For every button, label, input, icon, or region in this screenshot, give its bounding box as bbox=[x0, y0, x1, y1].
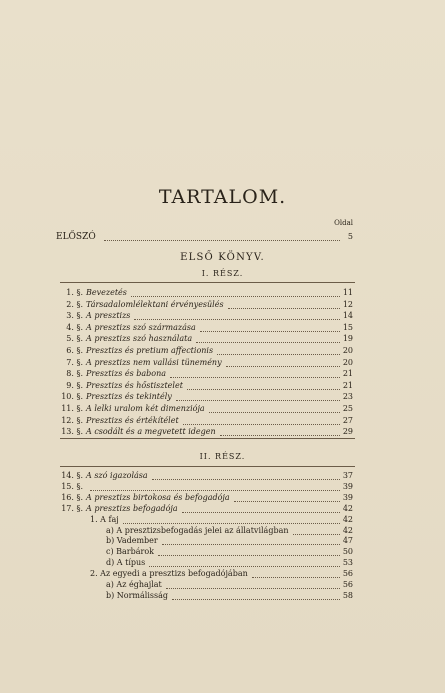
toc-page-number: 42 bbox=[342, 503, 353, 513]
toc-page-number: 21 bbox=[342, 380, 353, 390]
section-number: 3. §. bbox=[66, 311, 83, 321]
toc-entry[interactable] bbox=[0, 357, 445, 369]
toc-entry[interactable] bbox=[0, 299, 445, 311]
toc-page-number: 25 bbox=[342, 404, 353, 413]
toc-page-number: 47 bbox=[342, 536, 353, 546]
leader-dots bbox=[200, 330, 340, 332]
toc-entry[interactable] bbox=[0, 415, 445, 427]
toc-entry[interactable] bbox=[0, 310, 445, 322]
toc-label: d) A típus bbox=[106, 558, 146, 568]
section-number: 14. §. bbox=[61, 471, 83, 480]
toc-label: Presztizs és tekintély bbox=[86, 392, 172, 402]
leader-dots bbox=[183, 423, 340, 425]
toc-page-number: 15 bbox=[342, 322, 353, 332]
toc-page-number: 29 bbox=[342, 427, 353, 437]
toc-label: A lelki uralom két dimenziója bbox=[86, 404, 205, 413]
toc-label: c) Barbárok bbox=[106, 547, 154, 557]
section-number: 10. §. bbox=[61, 392, 83, 402]
toc-page-number: 42 bbox=[342, 514, 353, 524]
leader-dots bbox=[158, 554, 340, 556]
toc-label: A presztizs birtokosa és befogadója bbox=[86, 492, 230, 502]
leader-dots bbox=[176, 399, 340, 401]
leader-dots bbox=[134, 318, 340, 320]
toc-label: a) A presztizsbefogadás jelei az állatvilágban bbox=[106, 525, 289, 535]
section-number: 8. §. bbox=[66, 369, 83, 379]
section-number: 16. §. bbox=[61, 492, 83, 502]
toc-label: Bevezetés bbox=[86, 288, 127, 297]
toc-label: b) Normálisság bbox=[106, 590, 168, 600]
toc-entry[interactable] bbox=[0, 287, 445, 299]
leader-dots bbox=[234, 500, 340, 502]
toc-label: A csodált és a megvetett idegen bbox=[86, 427, 216, 437]
toc-label: 1. A faj bbox=[90, 514, 119, 524]
leader-dots bbox=[149, 565, 340, 567]
leader-dots bbox=[170, 376, 340, 378]
leader-dots bbox=[187, 388, 340, 390]
divider bbox=[60, 466, 355, 467]
toc-label: A presztizs szó származása bbox=[86, 322, 196, 332]
leader-dots bbox=[196, 341, 340, 343]
toc-page-number: 5 bbox=[347, 232, 353, 241]
page-title: TARTALOM. bbox=[158, 186, 287, 208]
book-heading: ELSŐ KÖNYV. bbox=[180, 252, 265, 263]
leader-dots bbox=[252, 576, 340, 578]
toc-label: Presztizs és pretium affectionis bbox=[86, 346, 214, 355]
toc-page-number: 12 bbox=[342, 299, 353, 309]
leader-dots bbox=[162, 543, 340, 545]
section-number: 17. §. bbox=[61, 503, 83, 513]
toc-entry[interactable] bbox=[0, 380, 445, 392]
toc-entry[interactable] bbox=[0, 322, 445, 334]
part-heading-1: I. RÉSZ. bbox=[201, 269, 244, 278]
section-number: 11. §. bbox=[61, 404, 83, 413]
toc-entry-eloszo[interactable] bbox=[0, 231, 445, 243]
toc-page-number: 19 bbox=[342, 334, 353, 344]
toc-page-number: 39 bbox=[342, 481, 353, 491]
leader-dots bbox=[217, 353, 340, 355]
page-column-label: Oldal bbox=[334, 219, 353, 227]
toc-entry[interactable] bbox=[0, 426, 445, 438]
leader-dots bbox=[123, 522, 340, 524]
toc-page-number: 56 bbox=[342, 580, 353, 589]
toc-label: 2. Az egyedi a presztizs befogadójában bbox=[90, 569, 248, 579]
section-number: 13. §. bbox=[61, 427, 83, 437]
section-number: 2. §. bbox=[66, 299, 83, 309]
leader-dots bbox=[166, 587, 340, 589]
toc-entry[interactable] bbox=[0, 391, 445, 403]
toc-page-number: 11 bbox=[342, 288, 353, 297]
toc-label: A presztizs nem vallási tünemény bbox=[86, 357, 222, 367]
toc-label: ELŐSZÓ bbox=[56, 232, 96, 242]
leader-dots bbox=[226, 365, 340, 367]
toc-page-number: 20 bbox=[342, 357, 353, 367]
toc-page-number: 27 bbox=[342, 415, 353, 425]
leader-dots bbox=[90, 489, 340, 491]
toc-label: A presztizs szó használata bbox=[86, 334, 193, 344]
leader-dots bbox=[131, 295, 340, 297]
toc-label: Presztizs és hőstisztelet bbox=[86, 380, 183, 390]
section-number: 9. §. bbox=[66, 380, 83, 390]
toc-page-number: 50 bbox=[342, 547, 353, 557]
toc-label: Presztizs és értékítélet bbox=[86, 415, 179, 425]
leader-dots bbox=[209, 411, 340, 413]
section-number: 6. §. bbox=[66, 346, 83, 355]
part-heading-2: II. RÉSZ. bbox=[199, 452, 246, 461]
toc-page-number: 56 bbox=[342, 569, 353, 579]
leader-dots bbox=[172, 598, 340, 600]
toc-label: a) Az éghajlat bbox=[106, 580, 162, 589]
toc-page-number: 39 bbox=[342, 492, 353, 502]
toc-entry[interactable] bbox=[0, 368, 445, 380]
section-number: 7. §. bbox=[66, 357, 83, 367]
toc-page-number: 42 bbox=[342, 525, 353, 535]
toc-page-number: 37 bbox=[342, 471, 353, 480]
toc-label: Társadalomlélektani érvényesülés bbox=[86, 299, 224, 309]
toc-page-number: 21 bbox=[342, 369, 353, 379]
section-number: 15. §. bbox=[61, 481, 83, 491]
toc-label: b) Vadember bbox=[106, 536, 158, 546]
toc-page-number: 58 bbox=[342, 590, 353, 600]
toc-entry[interactable] bbox=[0, 403, 445, 415]
toc-page-number: 23 bbox=[342, 392, 353, 402]
section-number: 5. §. bbox=[66, 334, 83, 344]
leader-dots bbox=[220, 434, 340, 436]
toc-entry[interactable] bbox=[0, 345, 445, 357]
toc-page-number: 20 bbox=[342, 346, 353, 355]
divider bbox=[60, 282, 355, 283]
divider bbox=[60, 438, 355, 439]
leader-dots bbox=[293, 533, 340, 535]
toc-label: A presztizs befogadója bbox=[86, 503, 178, 513]
toc-page-number: 14 bbox=[342, 311, 353, 321]
toc-entry[interactable] bbox=[0, 333, 445, 345]
toc-page-number: 53 bbox=[342, 558, 353, 568]
leader-dots bbox=[104, 239, 340, 241]
section-number: 4. §. bbox=[66, 322, 83, 332]
section-number: 1. §. bbox=[66, 288, 83, 297]
toc-entry[interactable] bbox=[0, 590, 445, 602]
toc-label: A szó igazolása bbox=[86, 471, 148, 480]
toc-label: A presztizs bbox=[86, 311, 131, 321]
leader-dots bbox=[182, 511, 340, 513]
section-number: 12. §. bbox=[61, 415, 83, 425]
toc-label: Presztizs és babona bbox=[86, 369, 167, 379]
leader-dots bbox=[228, 307, 340, 309]
leader-dots bbox=[152, 478, 340, 480]
